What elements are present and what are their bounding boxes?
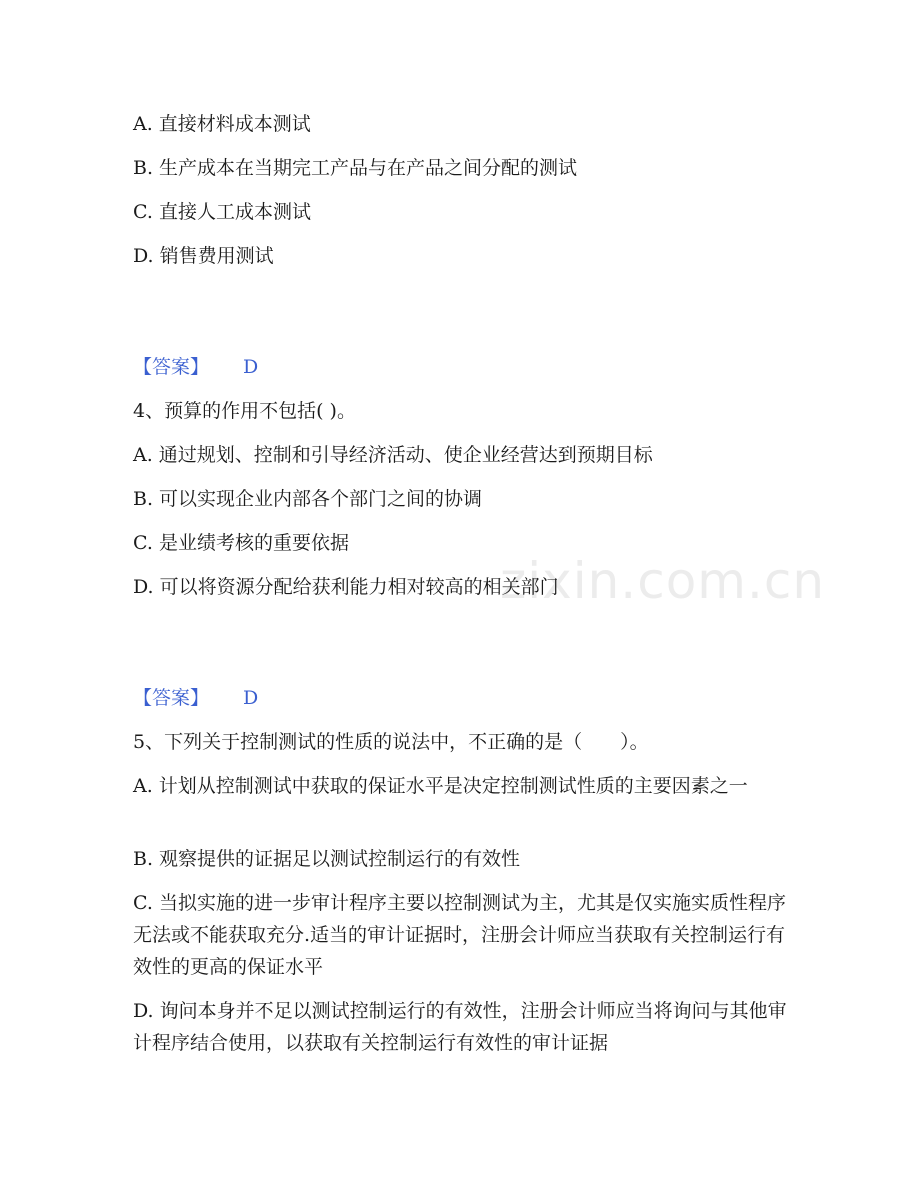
q3-option-d: D. 销售费用测试: [133, 245, 274, 267]
answer-label: 【答案】: [133, 356, 210, 378]
q5-option-a: A. 计划从控制测试中获取的保证水平是决定控制测试性质的主要因素之一: [133, 775, 748, 797]
q4-option-c: C. 是业绩考核的重要依据: [133, 532, 349, 554]
q5-option-c: C. 当拟实施的进一步审计程序主要以控制测试为主，尤其是仅实施实质性程序无法或不能获取充分.适当的审计证据时，注册会计师应当获取有关控制运行有效性的更高的保证水平: [133, 892, 786, 978]
q4-option-d: D. 可以将资源分配给获利能力相对较高的相关部门: [133, 576, 559, 598]
q3-option-b: B. 生产成本在当期完工产品与在产品之间分配的测试: [133, 157, 578, 179]
q5-stem: 5、下列关于控制测试的性质的说法中，不正确的是（ ）。: [133, 731, 649, 753]
q3-option-a: A. 直接材料成本测试: [133, 113, 311, 135]
answer-value: D: [243, 356, 259, 378]
answer-value: D: [243, 687, 259, 709]
q4-answer: [133, 687, 258, 709]
q5-option-d: D. 询问本身并不足以测试控制运行的有效性，注册会计师应当将询问与其他审计程序结合使用，以获取有关控制运行有效性的审计证据: [133, 1000, 787, 1054]
q3-answer: [133, 356, 258, 378]
q3-option-c: C. 直接人工成本测试: [133, 201, 311, 223]
q5-option-b: B. 观察提供的证据足以测试控制运行的有效性: [133, 848, 521, 870]
q4-option-b: B. 可以实现企业内部各个部门之间的协调: [133, 488, 483, 510]
watermark: zixin.com.cn: [500, 552, 826, 610]
q4-option-a: A. 通过规划、控制和引导经济活动、使企业经营达到预期目标: [133, 444, 653, 466]
q4-stem: 4、预算的作用不包括( )。: [133, 400, 356, 422]
answer-label: 【答案】: [133, 687, 210, 709]
